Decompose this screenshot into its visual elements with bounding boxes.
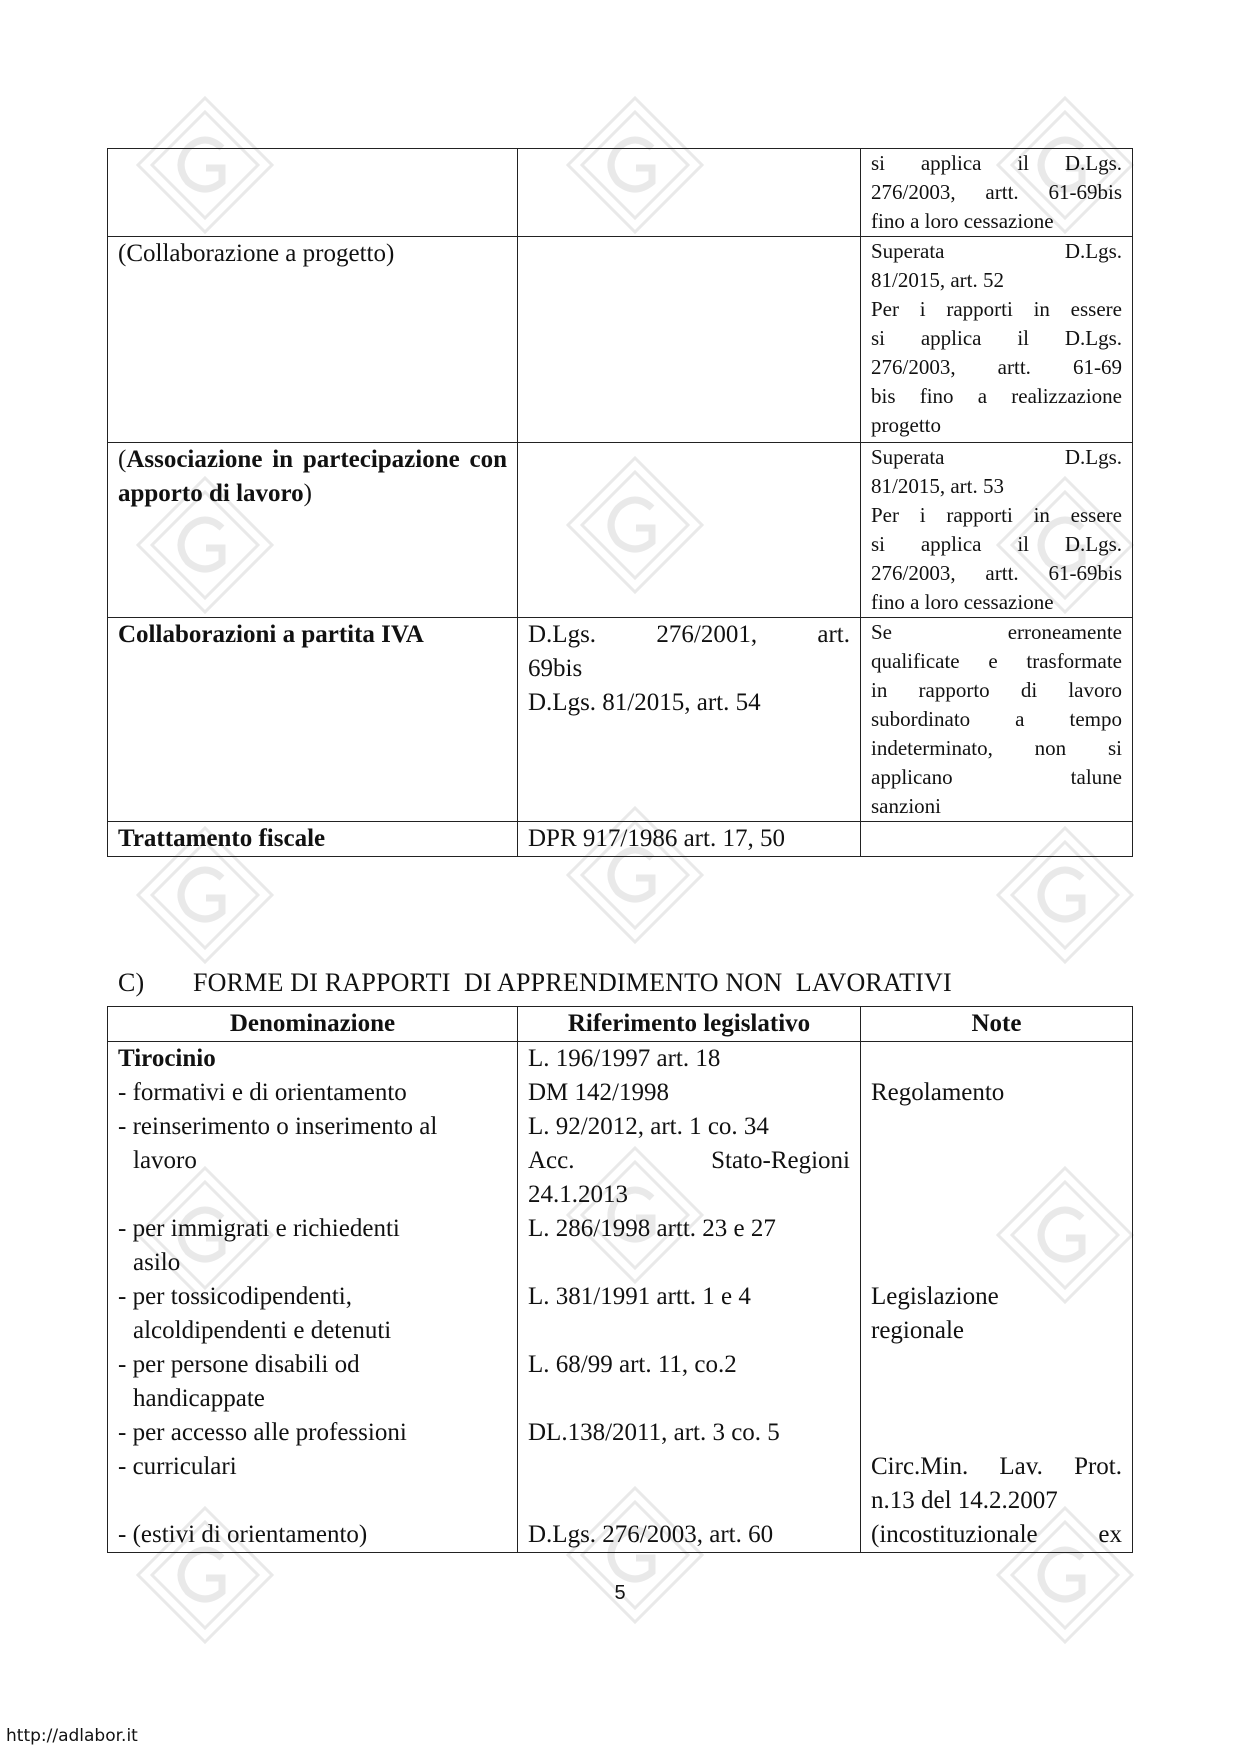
note-line: Legislazione bbox=[871, 1283, 999, 1310]
reference-line: D.Lgs. 276/2003, art. 60 bbox=[528, 1521, 774, 1548]
reference-line: L. 92/2012, art. 1 co. 34 bbox=[528, 1113, 769, 1140]
list-item: - per tossicodipendenti, bbox=[118, 1283, 352, 1310]
contract-name: (Collaborazione a progetto) bbox=[118, 240, 395, 267]
reference-cell bbox=[518, 149, 861, 237]
note-line: 276/2003, artt. 61-69bis bbox=[871, 180, 1122, 204]
note-line: applicano talune bbox=[871, 765, 1122, 789]
note-cell bbox=[861, 149, 1133, 237]
reference-cell bbox=[518, 618, 861, 822]
note-line: (incostituzionale ex bbox=[871, 1521, 1122, 1548]
note-line: 81/2015, art. 52 bbox=[871, 268, 1004, 292]
reference-cell bbox=[518, 443, 861, 618]
note-line: Regolamento bbox=[871, 1079, 1005, 1106]
name-cell bbox=[108, 822, 518, 857]
note-cell bbox=[861, 822, 1133, 857]
note-line bbox=[871, 1042, 1122, 1076]
table-row bbox=[108, 822, 1133, 857]
note-line bbox=[871, 1110, 1122, 1144]
note-line bbox=[871, 1246, 1122, 1280]
reference-line: Acc. Stato-Regioni bbox=[528, 1147, 850, 1174]
list-item: asilo bbox=[133, 1249, 181, 1276]
reference-line: D.Lgs. 81/2015, art. 54 bbox=[528, 689, 761, 716]
list-item: - per persone disabili od bbox=[118, 1351, 360, 1378]
page-number: 5 bbox=[614, 1582, 626, 1604]
note-line: sanzioni bbox=[871, 794, 941, 818]
note-line: si applica il D.Lgs. bbox=[871, 532, 1122, 556]
note-line bbox=[871, 1144, 1122, 1178]
list-item: - per immigrati e richiedenti bbox=[118, 1215, 400, 1242]
reference-line: L. 381/1991 artt. 1 e 4 bbox=[528, 1283, 751, 1310]
note-line: Superata D.Lgs. bbox=[871, 445, 1122, 469]
note-line bbox=[871, 1382, 1122, 1416]
reference-line: D.Lgs. 276/2001, art. bbox=[528, 621, 850, 648]
note-line: si applica il D.Lgs. bbox=[871, 326, 1122, 350]
contract-name: Collaborazioni a partita IVA bbox=[118, 621, 424, 648]
reference-line: L. 68/99 art. 11, co.2 bbox=[528, 1351, 737, 1378]
reference-line: 24.1.2013 bbox=[528, 1181, 628, 1208]
name-cell bbox=[108, 237, 518, 443]
note-line: n.13 del 14.2.2007 bbox=[871, 1487, 1058, 1514]
note-line bbox=[871, 1348, 1122, 1382]
name-cell bbox=[108, 1042, 518, 1553]
table-row bbox=[108, 618, 1133, 822]
name-cell bbox=[108, 618, 518, 822]
reference-line: DL.138/2011, art. 3 co. 5 bbox=[528, 1419, 780, 1446]
name-cell bbox=[108, 443, 518, 618]
reference-line: 69bis bbox=[528, 655, 583, 682]
contract-name: Trattamento fiscale bbox=[118, 825, 326, 852]
note-cell bbox=[861, 618, 1133, 822]
note-line: in rapporto di lavoro bbox=[871, 678, 1122, 702]
list-item: - (estivi di orientamento) bbox=[118, 1521, 368, 1548]
reference-cell bbox=[518, 1042, 861, 1553]
note-line: indeterminato, non si bbox=[871, 736, 1122, 760]
reference-line: DPR 917/1986 art. 17, 50 bbox=[528, 825, 785, 852]
table-row bbox=[108, 443, 1133, 618]
list-item bbox=[118, 1484, 507, 1518]
note-line: subordinato a tempo bbox=[871, 707, 1122, 731]
footer-url: http://adlabor.it bbox=[6, 1726, 138, 1746]
note-line: Superata D.Lgs. bbox=[871, 239, 1122, 263]
column-header-name: Denominazione bbox=[108, 1007, 518, 1042]
note-line: 276/2003, artt. 61-69 bbox=[871, 355, 1122, 379]
name-cell bbox=[108, 149, 518, 237]
list-item: - formativi e di orientamento bbox=[118, 1079, 407, 1106]
contract-name: Associazione in partecipazione con apporto di lavoro bbox=[118, 446, 507, 507]
note-line: Se erroneamente bbox=[871, 620, 1122, 644]
note-cell bbox=[861, 237, 1133, 443]
section-title: FORME DI RAPPORTI DI APPRENDIMENTO NON LAVORATIVI bbox=[193, 968, 952, 997]
list-item: alcoldipendenti e detenuti bbox=[133, 1317, 392, 1344]
reference-line bbox=[528, 1246, 850, 1280]
note-cell bbox=[861, 1042, 1133, 1553]
note-cell bbox=[861, 443, 1133, 618]
name-open-paren: ( bbox=[118, 446, 127, 473]
section-letter: C) bbox=[118, 968, 145, 997]
list-item: handicappate bbox=[133, 1385, 265, 1412]
note-line: Per i rapporti in essere bbox=[871, 503, 1122, 527]
note-line: fino a loro cessazione bbox=[871, 209, 1054, 233]
table-header-row bbox=[108, 1007, 1133, 1042]
note-line bbox=[871, 1416, 1122, 1450]
contract-forms-table bbox=[107, 148, 1133, 857]
note-line: regionale bbox=[871, 1317, 965, 1344]
reference-cell bbox=[518, 822, 861, 857]
list-item: lavoro bbox=[133, 1147, 197, 1174]
list-item bbox=[118, 1178, 507, 1212]
list-item: - curriculari bbox=[118, 1453, 237, 1480]
note-line: Per i rapporti in essere bbox=[871, 297, 1122, 321]
note-line: qualificate e trasformate bbox=[871, 649, 1122, 673]
table-row bbox=[108, 1042, 1133, 1553]
table-row bbox=[108, 149, 1133, 237]
note-line: 276/2003, artt. 61-69bis bbox=[871, 561, 1122, 585]
reference-line: DM 142/1998 bbox=[528, 1079, 669, 1106]
table-row bbox=[108, 237, 1133, 443]
list-item: - reinserimento o inserimento al bbox=[118, 1113, 438, 1140]
reference-line: L. 196/1997 art. 18 bbox=[528, 1045, 721, 1072]
reference-line bbox=[528, 1314, 850, 1348]
note-line: fino a loro cessazione bbox=[871, 590, 1054, 614]
note-line: Circ.Min. Lav. Prot. bbox=[871, 1453, 1122, 1480]
note-line: progetto bbox=[871, 413, 941, 437]
reference-line bbox=[528, 1450, 850, 1484]
column-header-reference: Riferimento legislativo bbox=[518, 1007, 861, 1042]
tirocinio-title: Tirocinio bbox=[118, 1045, 216, 1072]
column-header-note: Note bbox=[861, 1007, 1133, 1042]
reference-cell bbox=[518, 237, 861, 443]
list-item: - per accesso alle professioni bbox=[118, 1419, 407, 1446]
apprenticeship-forms-table bbox=[107, 1006, 1133, 1553]
reference-line: L. 286/1998 artt. 23 e 27 bbox=[528, 1215, 776, 1242]
note-line bbox=[871, 1178, 1122, 1212]
note-line: bis fino a realizzazione bbox=[871, 384, 1122, 408]
note-line: 81/2015, art. 53 bbox=[871, 474, 1004, 498]
section-heading bbox=[118, 966, 952, 1000]
note-line bbox=[871, 1212, 1122, 1246]
reference-line bbox=[528, 1484, 850, 1518]
name-close-paren: ) bbox=[303, 480, 312, 507]
note-line: si applica il D.Lgs. bbox=[871, 151, 1122, 175]
reference-line bbox=[528, 1382, 850, 1416]
